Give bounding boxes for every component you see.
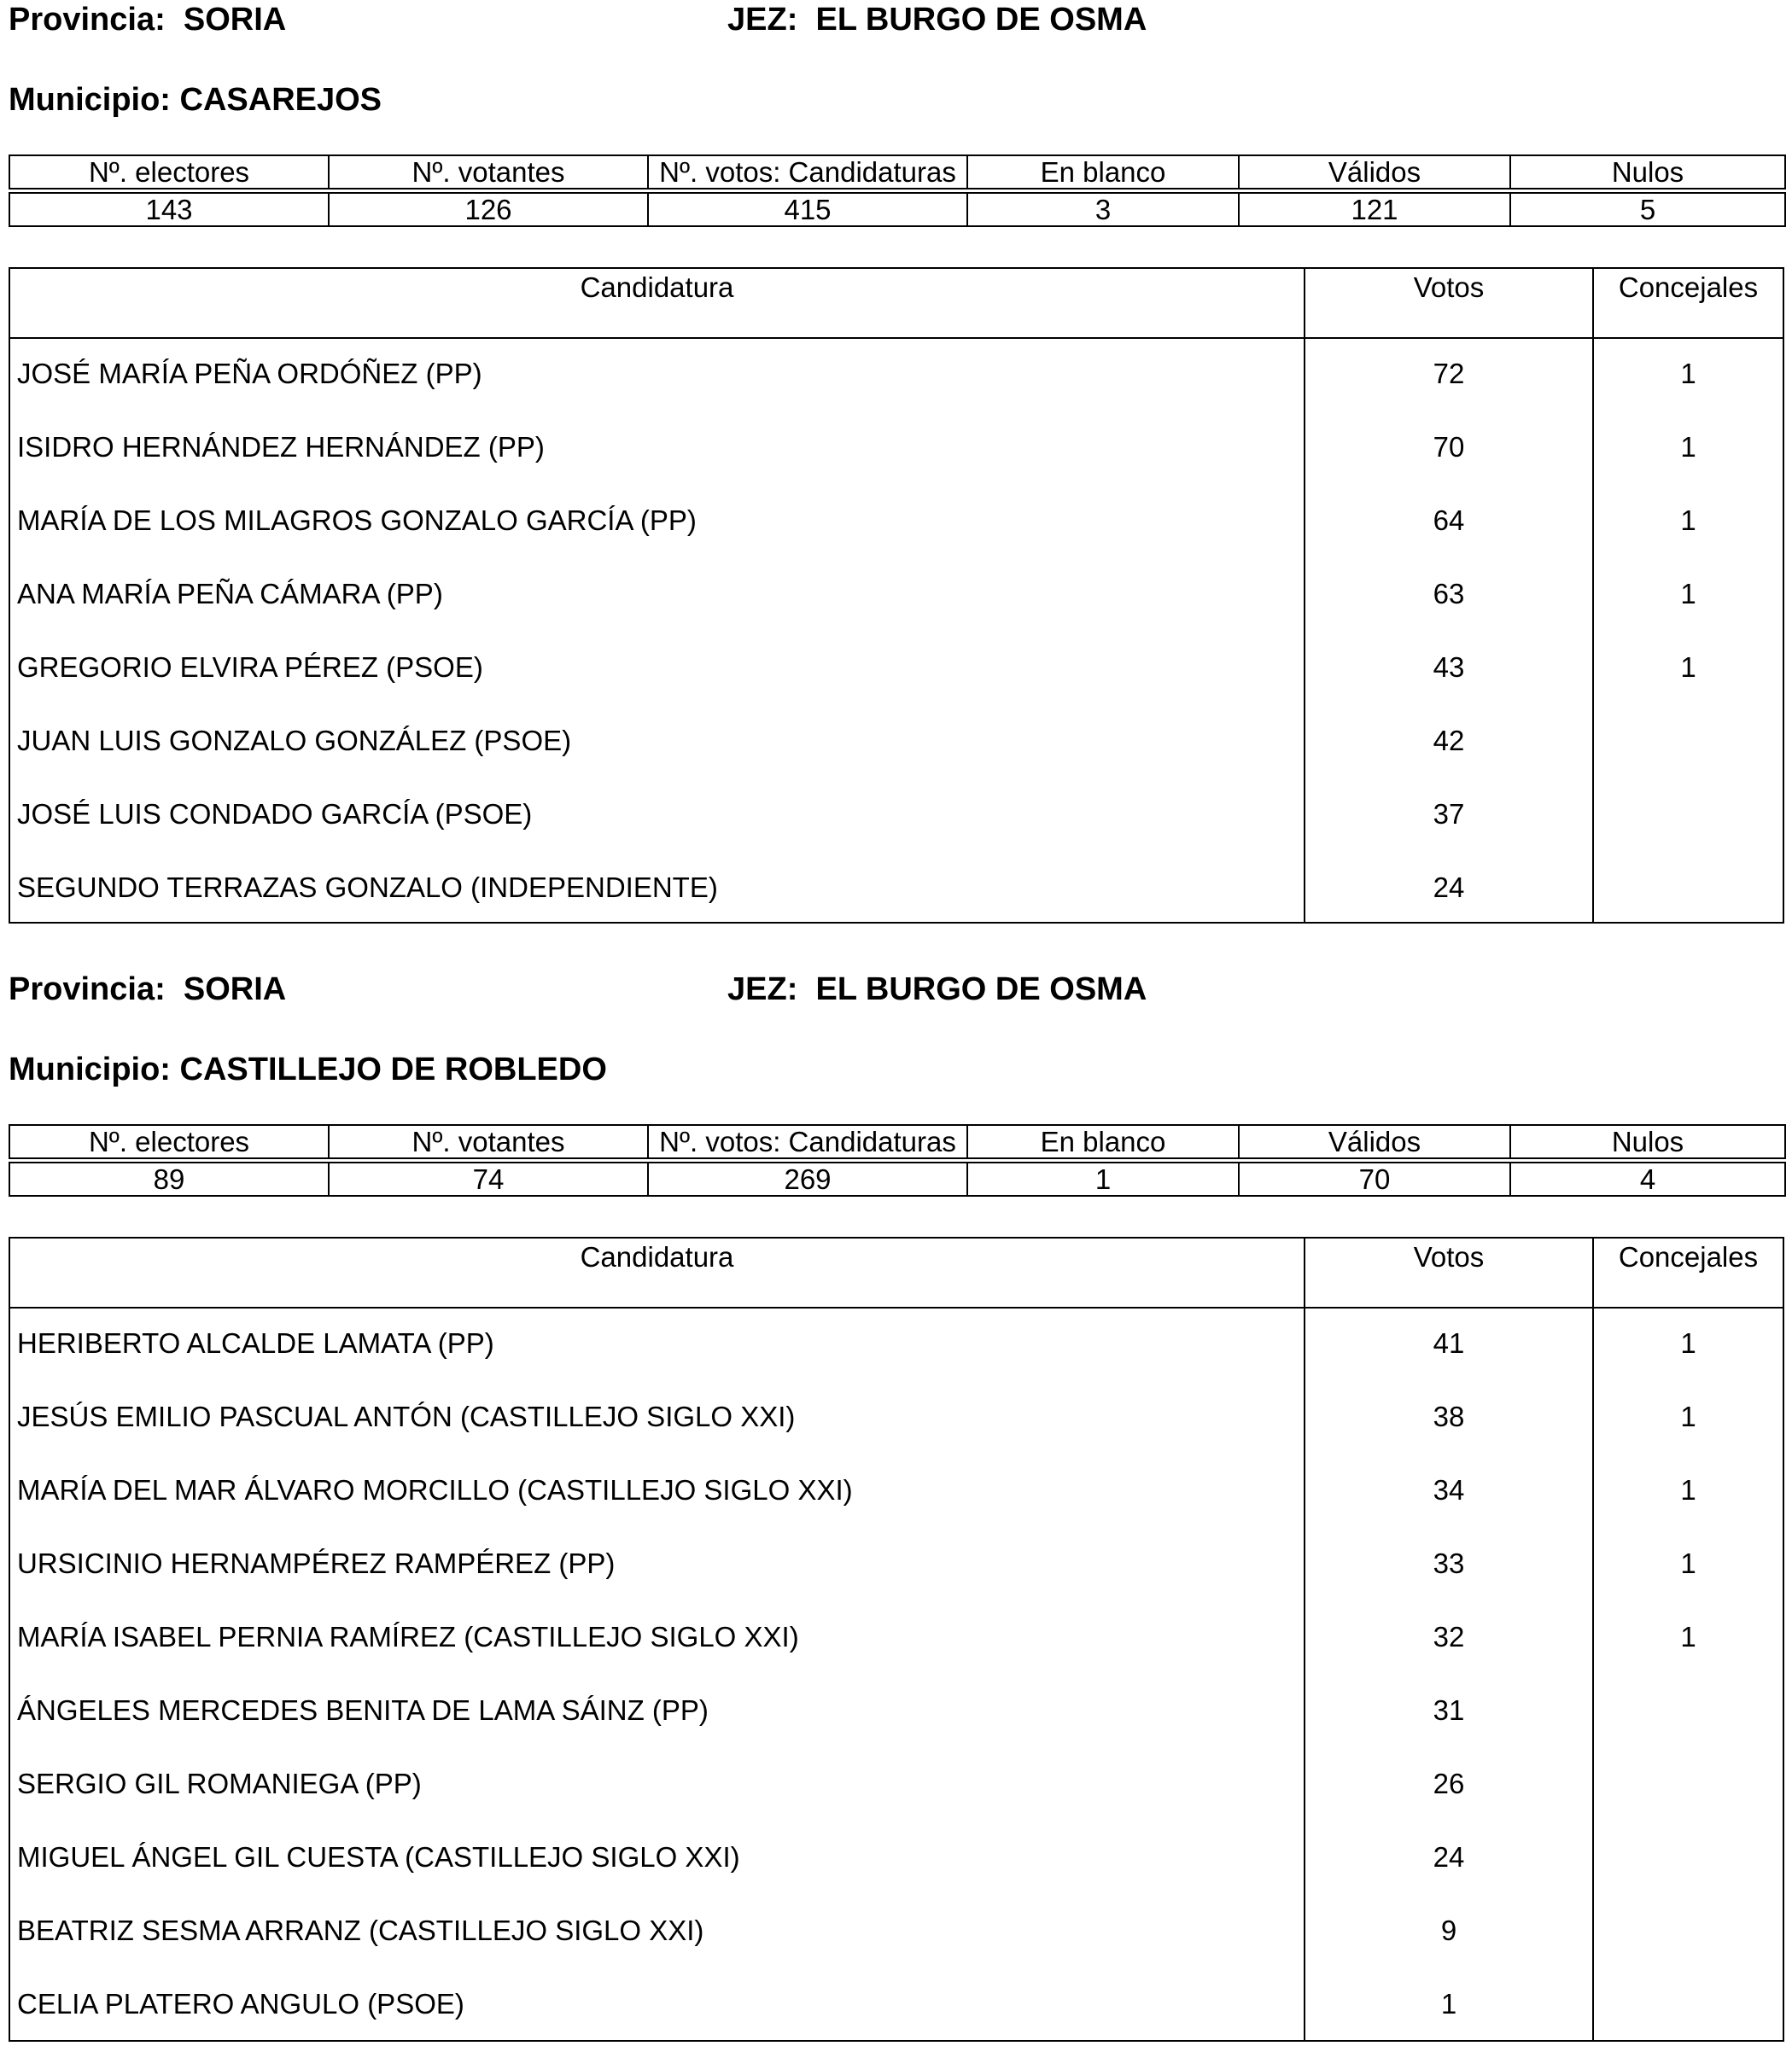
provincia-value: SORIA bbox=[183, 971, 287, 1007]
validos-header: Válidos bbox=[1239, 1125, 1510, 1158]
candidate-votes: 24 bbox=[1433, 1841, 1465, 1873]
candidate-concejales: 1 bbox=[1680, 1401, 1696, 1432]
summary-values-row bbox=[9, 1163, 1785, 1196]
nulos-header: Nulos bbox=[1510, 155, 1785, 189]
candidate-votes: 38 bbox=[1433, 1401, 1465, 1432]
candidate-name: BEATRIZ SESMA ARRANZ (CASTILLEJO SIGLO XXI) bbox=[17, 1915, 704, 1946]
candidate-row bbox=[10, 1455, 1783, 1529]
candidate-row bbox=[10, 779, 1783, 853]
candidate-votes: 42 bbox=[1433, 725, 1465, 756]
electores-header: Nº. electores bbox=[9, 1125, 329, 1158]
candidate-name: GREGORIO ELVIRA PÉREZ (PSOE) bbox=[17, 651, 483, 683]
candidate-row bbox=[10, 1749, 1783, 1822]
summary-header-row bbox=[9, 155, 1785, 189]
summary-header-row bbox=[9, 1125, 1785, 1158]
validos-value: 121 bbox=[1239, 193, 1510, 226]
votantes-header: Nº. votantes bbox=[329, 155, 648, 189]
municipio-header bbox=[9, 1050, 607, 1089]
candidate-row bbox=[10, 1969, 1783, 2043]
candidate-row bbox=[10, 339, 1783, 412]
candidate-row bbox=[10, 1309, 1783, 1382]
candidate-votes: 70 bbox=[1433, 431, 1465, 463]
en-blanco-value: 1 bbox=[967, 1163, 1239, 1196]
jez-value: EL BURGO DE OSMA bbox=[815, 2, 1147, 38]
nulos-value: 4 bbox=[1510, 1163, 1785, 1196]
votos-candidaturas-value: 415 bbox=[648, 193, 967, 226]
candidate-row bbox=[10, 1529, 1783, 1602]
provincia-label: Provincia: bbox=[9, 2, 166, 38]
jez-label: JEZ: bbox=[727, 971, 798, 1007]
candidate-concejales: 1 bbox=[1680, 431, 1696, 463]
candidate-name: JOSÉ LUIS CONDADO GARCÍA (PSOE) bbox=[17, 798, 533, 830]
candidate-name: SERGIO GIL ROMANIEGA (PP) bbox=[17, 1768, 422, 1799]
concejales-column-header: Concejales bbox=[1618, 271, 1759, 303]
en-blanco-value: 3 bbox=[967, 193, 1239, 226]
candidate-row bbox=[10, 632, 1783, 706]
electores-value: 89 bbox=[9, 1163, 329, 1196]
candidate-concejales: 1 bbox=[1680, 504, 1696, 536]
candidate-name: JUAN LUIS GONZALO GONZÁLEZ (PSOE) bbox=[17, 725, 572, 756]
candidate-concejales: 1 bbox=[1680, 578, 1696, 609]
votantes-value: 126 bbox=[329, 193, 648, 226]
candidate-row bbox=[10, 486, 1783, 559]
candidate-name: MARÍA DEL MAR ÁLVARO MORCILLO (CASTILLEJO SIGLO XXI) bbox=[17, 1474, 853, 1506]
nulos-header: Nulos bbox=[1510, 1125, 1785, 1158]
en-blanco-header: En blanco bbox=[967, 155, 1239, 189]
candidate-concejales: 1 bbox=[1680, 1548, 1696, 1579]
candidate-votes: 72 bbox=[1433, 358, 1465, 389]
candidate-name: URSICINIO HERNAMPÉREZ RAMPÉREZ (PP) bbox=[17, 1548, 616, 1579]
summary-values-table bbox=[9, 1162, 1786, 1197]
candidate-votes: 41 bbox=[1433, 1327, 1465, 1359]
concejales-column-header: Concejales bbox=[1618, 1241, 1759, 1273]
candidate-votes: 9 bbox=[1440, 1915, 1457, 1946]
municipio-label: Municipio: bbox=[9, 82, 171, 118]
candidate-row bbox=[10, 706, 1783, 779]
candidate-votes: 43 bbox=[1433, 651, 1465, 683]
en-blanco-header: En blanco bbox=[967, 1125, 1239, 1158]
candidate-concejales: 1 bbox=[1680, 1327, 1696, 1359]
candidatura-column-header: Candidatura bbox=[580, 271, 734, 303]
jez-value: EL BURGO DE OSMA bbox=[815, 971, 1147, 1007]
municipio-header bbox=[9, 80, 382, 119]
jez-header bbox=[727, 0, 1147, 39]
candidate-votes: 64 bbox=[1433, 504, 1465, 536]
candidate-concejales: 1 bbox=[1680, 651, 1696, 683]
provincia-label: Provincia: bbox=[9, 971, 166, 1007]
candidate-name: MARÍA ISABEL PERNIA RAMÍREZ (CASTILLEJO SIGLO XXI) bbox=[17, 1621, 799, 1653]
provincia-header bbox=[9, 0, 286, 39]
candidate-concejales: 1 bbox=[1680, 358, 1696, 389]
candidate-votes: 24 bbox=[1433, 871, 1465, 903]
candidate-name: SEGUNDO TERRAZAS GONZALO (INDEPENDIENTE) bbox=[17, 871, 718, 903]
provincia-header bbox=[9, 970, 286, 1009]
candidate-name: MARÍA DE LOS MILAGROS GONZALO GARCÍA (PP) bbox=[17, 504, 697, 536]
summary-values-row bbox=[9, 193, 1785, 226]
municipio-value: CASAREJOS bbox=[179, 82, 382, 118]
candidate-votes: 26 bbox=[1433, 1768, 1465, 1799]
candidate-row bbox=[10, 1602, 1783, 1676]
candidate-votes: 31 bbox=[1433, 1694, 1465, 1726]
candidate-row bbox=[10, 1676, 1783, 1749]
candidate-name: ISIDRO HERNÁNDEZ HERNÁNDEZ (PP) bbox=[17, 431, 545, 463]
validos-value: 70 bbox=[1239, 1163, 1510, 1196]
candidate-name: CELIA PLATERO ANGULO (PSOE) bbox=[17, 1988, 464, 2020]
candidate-concejales: 1 bbox=[1680, 1474, 1696, 1506]
candidate-concejales: 1 bbox=[1680, 1621, 1696, 1653]
votos-candidaturas-value: 269 bbox=[648, 1163, 967, 1196]
candidate-row bbox=[10, 1822, 1783, 1896]
candidate-votes: 37 bbox=[1433, 798, 1465, 830]
candidatura-column-header: Candidatura bbox=[580, 1241, 734, 1273]
electores-value: 143 bbox=[9, 193, 329, 226]
municipio-label: Municipio: bbox=[9, 1052, 171, 1087]
votantes-value: 74 bbox=[329, 1163, 648, 1196]
candidate-row bbox=[10, 1896, 1783, 1969]
candidate-name: HERIBERTO ALCALDE LAMATA (PP) bbox=[17, 1327, 494, 1359]
nulos-value: 5 bbox=[1510, 193, 1785, 226]
candidate-row bbox=[10, 412, 1783, 486]
results-table bbox=[9, 267, 1784, 924]
candidate-votes: 32 bbox=[1433, 1621, 1465, 1653]
candidate-row bbox=[10, 1382, 1783, 1455]
candidate-votes: 33 bbox=[1433, 1548, 1465, 1579]
jez-header bbox=[727, 970, 1147, 1009]
votos-column-header: Votos bbox=[1413, 271, 1485, 303]
candidate-name: JOSÉ MARÍA PEÑA ORDÓÑEZ (PP) bbox=[17, 358, 482, 389]
provincia-value: SORIA bbox=[183, 2, 287, 38]
candidate-name: JESÚS EMILIO PASCUAL ANTÓN (CASTILLEJO SIGLO XXI) bbox=[17, 1401, 796, 1432]
votos-candidaturas-header: Nº. votos: Candidaturas bbox=[648, 1125, 967, 1158]
candidate-votes: 63 bbox=[1433, 578, 1465, 609]
candidate-name: ÁNGELES MERCEDES BENITA DE LAMA SÁINZ (PP) bbox=[17, 1694, 709, 1726]
summary-header-table bbox=[9, 1124, 1786, 1159]
candidate-row bbox=[10, 559, 1783, 632]
municipio-value: CASTILLEJO DE ROBLEDO bbox=[179, 1052, 607, 1087]
votos-column-header: Votos bbox=[1413, 1241, 1485, 1273]
candidate-name: MIGUEL ÁNGEL GIL CUESTA (CASTILLEJO SIGLO XXI) bbox=[17, 1841, 740, 1873]
jez-label: JEZ: bbox=[727, 2, 798, 38]
candidate-name: ANA MARÍA PEÑA CÁMARA (PP) bbox=[17, 578, 443, 609]
votantes-header: Nº. votantes bbox=[329, 1125, 648, 1158]
candidate-votes: 1 bbox=[1440, 1988, 1457, 2020]
validos-header: Válidos bbox=[1239, 155, 1510, 189]
summary-values-table bbox=[9, 192, 1786, 227]
votos-candidaturas-header: Nº. votos: Candidaturas bbox=[648, 155, 967, 189]
candidate-votes: 34 bbox=[1433, 1474, 1465, 1506]
results-table bbox=[9, 1237, 1784, 2042]
candidate-row bbox=[10, 853, 1783, 926]
summary-header-table bbox=[9, 154, 1786, 189]
electores-header: Nº. electores bbox=[9, 155, 329, 189]
